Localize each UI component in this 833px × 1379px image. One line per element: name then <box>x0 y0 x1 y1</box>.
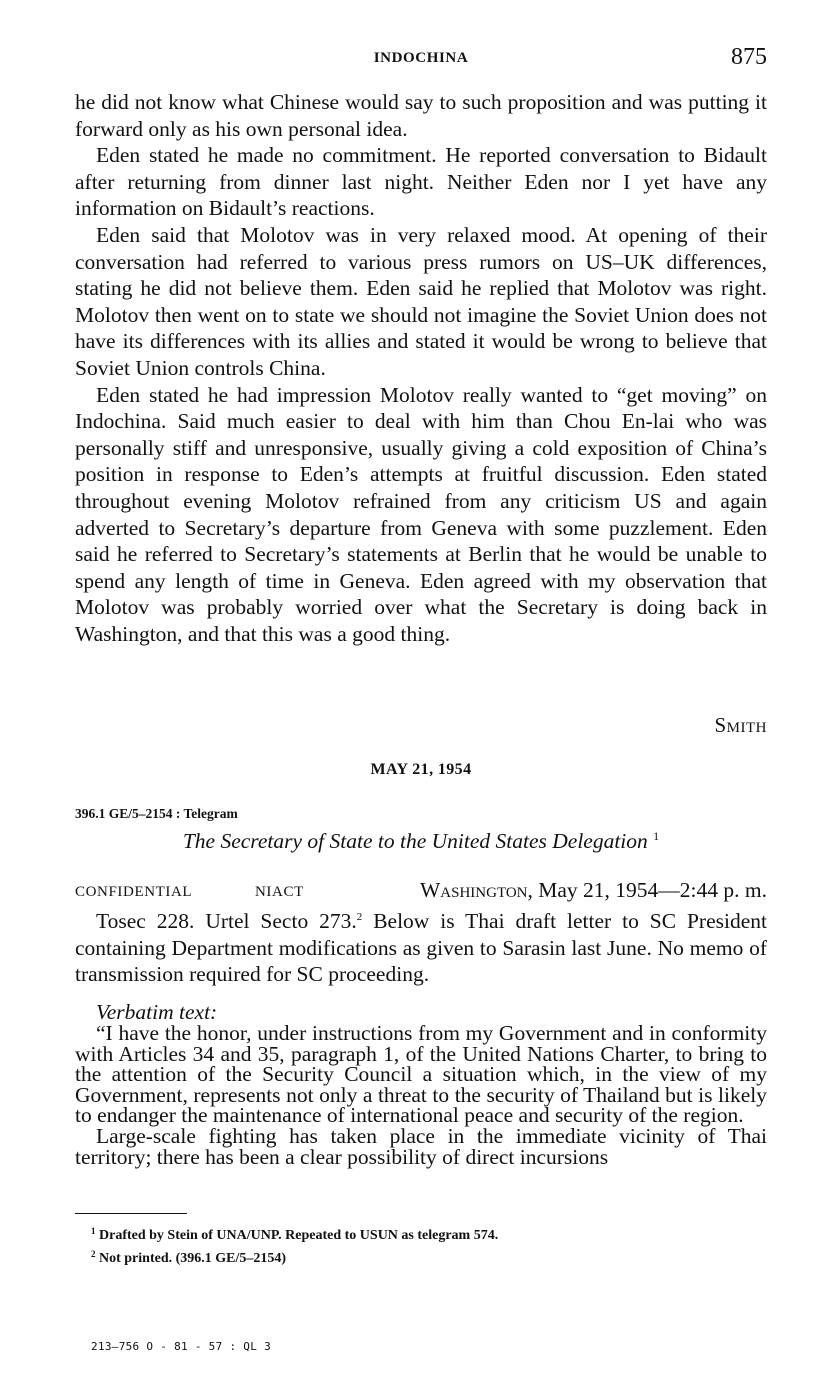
date-heading: MAY 21, 1954 <box>370 761 472 778</box>
report-body <box>75 89 767 647</box>
tosec-text-rest: Below is Thai draft letter to SC President containing Department modifications as given to Sarasin last June. No memo of transmission required for SC proceeding. <box>75 909 767 987</box>
dateline-place-time <box>420 878 767 903</box>
footnote-ref-2: 2 <box>356 911 363 923</box>
signature <box>75 713 767 738</box>
document-title <box>75 829 767 854</box>
footnote-2-text: Not printed. (396.1 GE/5–2154) <box>99 1251 287 1266</box>
footnote-1-mark: 1 <box>91 1226 96 1236</box>
footnote-ref-1: 1 <box>653 829 660 843</box>
dateline-datetime: May 21, 1954—2:44 p. m. <box>538 878 767 902</box>
running-head <box>75 44 767 74</box>
letter-paragraph-1: “I have the honor, under instructions from my Government and in conformity with Articles 34 and 35, paragraph 1, of the United Nations Charter, to bring to the attention of the Security Council a situation which, in the view of my Government, represents not only a threat to the security of Thailand but is likely to endanger the maintenance of international peace and security of the region. <box>75 1021 767 1128</box>
signature-name: Smith <box>714 713 767 737</box>
paragraph-commitment: Eden stated he made no commitment. He reported conversation to Bidault after returning from dinner last night. Neither Eden nor I yet have any information on Bidault’s reactions. <box>75 143 767 221</box>
classification-mark: CONFIDENTIAL <box>75 884 193 900</box>
footnote-2 <box>91 1245 498 1268</box>
letter-paragraph-2: Large-scale fighting has taken place in the immediate vicinity of Thai territory; there has been a clear possibility of direct incursions <box>75 1123 767 1169</box>
file-reference: 396.1 GE/5–2154 : Telegram <box>75 806 238 821</box>
footnote-1-text: Drafted by Stein of UNA/UNP. Repeated to USUN as telegram 574. <box>99 1228 499 1243</box>
running-title: INDOCHINA <box>373 50 469 66</box>
verbatim-label: Verbatim text: <box>96 1000 218 1024</box>
draft-letter <box>75 1023 767 1167</box>
page-number: 875 <box>731 44 767 70</box>
paragraph-get-moving: Eden stated he had impression Molotov really wanted to “get moving” on Indochina. Said much easier to deal with him than Chou En-lai who was personally stiff and unresponsive, usually giving a cold exposition of China’s position in response to Eden’s attempts at fruitful discussion. Eden stated throughout evening Molotov refrained from any criticism US and again adverted to Secretary’s departure from Geneva with some puzzlement. Eden said he referred to Secretary’s statements at Berlin that he would be unable to spend any length of time in Geneva. Eden agreed with my observation that Molotov was probably worried over what the Secretary is doing back in Washington, and that this was a good thing. <box>75 382 767 646</box>
precedence-mark: NIACT <box>255 884 304 900</box>
footnote-2-mark: 2 <box>91 1249 96 1259</box>
footnote-rule <box>75 1213 187 1214</box>
paragraph-tosec <box>75 908 767 988</box>
paragraph-molotov-mood: Eden said that Molotov was in very relaxed mood. At opening of their conversation had referred to various press rumors on US–UK differences, stating he did not believe them. Eden said he replied that Molotov was right. Molotov then went on to state we should not imagine the Soviet Union does not have its differences with its allies and stated it would be wrong to believe that Soviet Union controls China. <box>75 222 767 380</box>
dateline <box>75 878 767 906</box>
print-code: 213–756 O - 81 - 57 : QL 3 <box>91 1340 271 1353</box>
tosec-text-start: Tosec 228. Urtel Secto 273. <box>96 909 357 933</box>
dateline-place: Washington, <box>419 878 533 902</box>
telegram-body <box>75 908 767 988</box>
paragraph-continuation: he did not know what Chinese would say to such proposition and was putting it forward only as his own personal idea. <box>75 90 767 141</box>
footnote-1 <box>91 1222 498 1245</box>
document-title-text: The Secretary of State to the United States Delegation <box>182 829 648 853</box>
footnotes <box>91 1222 498 1268</box>
